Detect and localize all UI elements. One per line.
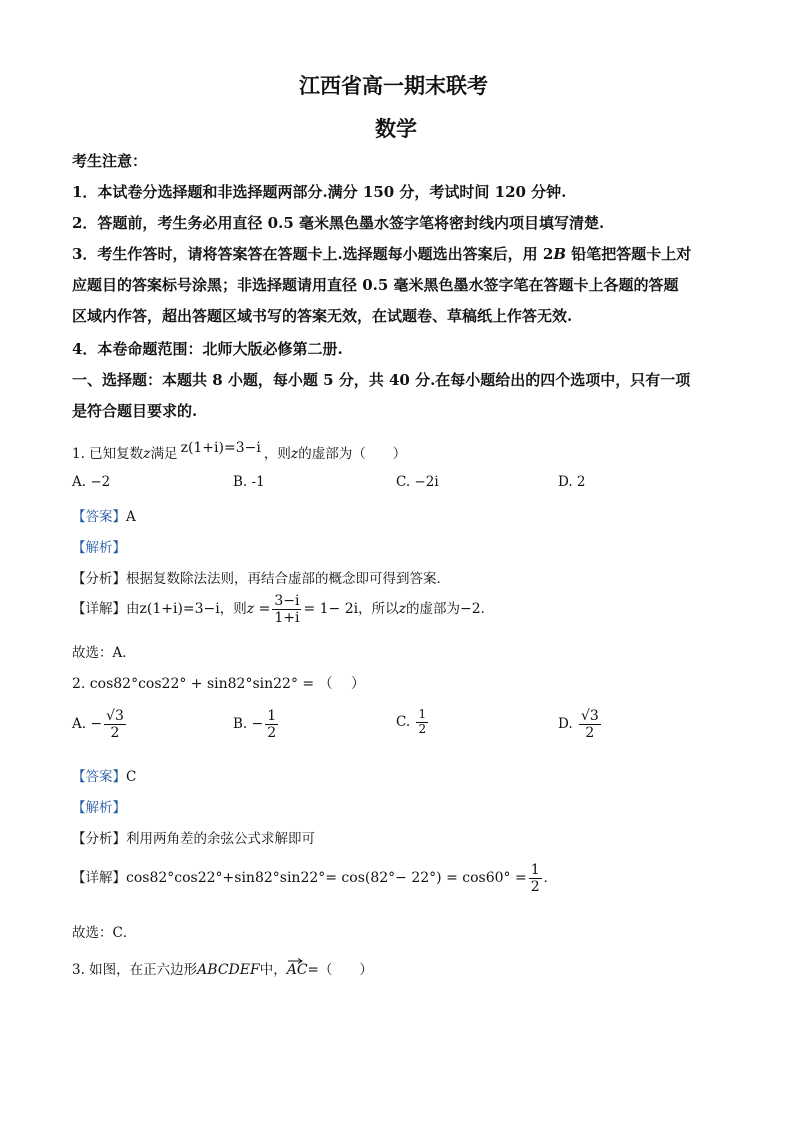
q3-text-1: 3. 如图，在正六边形 [72, 962, 198, 978]
q2-detail-expression: cos82°cos22°+sin82°sin22°= cos(82°− 22°) = cos60° = [126, 870, 527, 887]
q3-hexagon-label: ABCDEF [197, 962, 260, 978]
q2-option-b[interactable] [233, 708, 280, 741]
q2-answer-tag: 【答案】 [72, 769, 126, 785]
q2-answer [72, 765, 136, 785]
q2-answer-value: C [126, 769, 137, 785]
q1-detail-tag: 【详解】 [72, 601, 126, 618]
q1-option-c[interactable]: C. −2i [396, 474, 439, 490]
notice-heading: 考生注意： [72, 152, 148, 170]
q3-text-3: =（ ） [307, 962, 373, 978]
q2-option-d-label: D. [558, 716, 573, 733]
q2-option-a-fraction [104, 708, 126, 741]
q2-option-b-denominator: 2 [267, 725, 277, 742]
question-1-stem [72, 442, 406, 462]
notice-item-3-line2: 应题目的答案标号涂黑；非选择题请用直径 0.5 毫米黑色墨水签字笔在答题卡上各题的答题 [72, 276, 679, 294]
q1-detail [72, 593, 494, 626]
q3-text-2: 中， [259, 962, 287, 978]
q1-detail-numerator: 3−i [274, 593, 300, 609]
q1-detail-denominator: 1+i [274, 610, 300, 627]
notice-item-3 [72, 243, 691, 264]
section-heading-line2: 是符合题目要求的. [72, 402, 198, 420]
q1-detail-eq: z(1+i)=3−i [139, 601, 220, 618]
notice-item-3-pencil: B [553, 245, 567, 263]
q2-detail-denominator: 2 [530, 879, 540, 896]
q1-var-z: z [143, 446, 151, 462]
q1-detail-lhs: z = [246, 601, 271, 618]
q2-analysis-tag: 【解析】 [72, 800, 126, 816]
q2-option-d-numerator: √3 [580, 708, 599, 724]
q2-option-a[interactable] [72, 708, 128, 741]
q1-detail-text-3: ，所以 [358, 601, 399, 618]
q1-detail-text-5: ． [480, 601, 495, 618]
q2-detail-numerator: 1 [530, 862, 540, 878]
question-2-stem: 2. cos82°cos22° + sin82°sin22° = （ ） [72, 676, 366, 692]
q2-option-c[interactable] [396, 708, 430, 737]
q1-fenxi-text: 根据复数除法法则，再结合虚部的概念即可得到答案． [126, 571, 450, 587]
q1-text-2: 满足 [150, 446, 178, 462]
section-heading: 一、选择题：本题共 8 小题，每小题 5 分，共 40 分.在每小题给出的四个选项中，只有一项 [72, 371, 691, 389]
q1-answer-tag: 【答案】 [72, 509, 126, 525]
q1-detail-fraction [272, 593, 301, 626]
q2-option-c-label: C. [396, 713, 411, 730]
q1-text-3: ，则 [263, 446, 291, 462]
q2-option-a-denominator: 2 [110, 725, 120, 742]
q1-fenxi [72, 567, 450, 587]
q2-choose: 故选：C． [72, 925, 137, 941]
q2-option-c-fraction [416, 708, 428, 737]
q2-fenxi [72, 827, 315, 847]
q1-text-1: 1. 已知复数 [72, 446, 144, 462]
q1-detail-text-4: 的虚部为 [406, 601, 460, 618]
q2-option-d-denominator: 2 [585, 725, 595, 742]
q2-detail [72, 862, 557, 895]
q2-detail-tag: 【详解】 [72, 870, 126, 887]
q1-answer-value: A [126, 509, 136, 525]
q1-answer [72, 505, 136, 525]
q1-detail-rhs: = 1− 2i [303, 601, 359, 618]
q2-option-a-label: A. [72, 716, 87, 733]
q2-option-c-numerator: 1 [418, 707, 427, 721]
q2-option-b-fraction [265, 708, 278, 741]
q1-equation: z(1+i)=3−i [180, 440, 261, 456]
q3-vector [287, 962, 308, 978]
q1-fenxi-tag: 【分析】 [72, 571, 126, 587]
q2-option-b-sign: − [251, 716, 264, 733]
q1-detail-text-1: 由 [126, 601, 140, 618]
q2-detail-fraction [529, 862, 542, 895]
notice-item-4: 4．本卷命题范围：北师大版必修第二册. [72, 340, 343, 358]
q1-option-b[interactable]: B. -1 [233, 474, 265, 490]
q2-option-b-label: B. [233, 716, 248, 733]
exam-title: 江西省高一期末联考 [299, 74, 488, 98]
q1-analysis-tag: 【解析】 [72, 540, 126, 556]
notice-item-3-part2: 铅笔把答题卡上对 [566, 245, 692, 263]
q2-detail-end: ． [543, 870, 558, 887]
q2-option-a-sign: − [90, 716, 103, 733]
q1-detail-value: −2 [460, 601, 481, 618]
q1-option-d[interactable]: D. 2 [558, 474, 586, 490]
q2-fenxi-tag: 【分析】 [72, 831, 126, 847]
notice-item-1: 1．本试卷分选择题和非选择题两部分.满分 150 分，考试时间 120 分钟. [72, 183, 567, 201]
notice-item-3-part1: 3．考生作答时，请将答案答在答题卡上.选择题每小题选出答案后，用 2 [72, 245, 554, 263]
q3-vector-label: AC [286, 962, 308, 978]
question-3-stem [72, 958, 373, 978]
q2-option-b-numerator: 1 [267, 708, 277, 724]
q1-text-4: 的虚部为（ ） [298, 446, 407, 462]
notice-item-2: 2．答题前，考生务必用直径 0.5 毫米黑色墨水签字笔将密封线内项目填写清楚. [72, 214, 605, 232]
q1-var-z-2: z [290, 446, 299, 462]
q2-option-a-numerator: √3 [106, 708, 124, 724]
q1-option-a[interactable]: A. −2 [72, 474, 111, 490]
q2-option-d[interactable] [558, 708, 603, 741]
q1-detail-var-z: z [398, 601, 406, 618]
q2-option-d-fraction [579, 708, 601, 741]
vector-arrow-icon [288, 958, 304, 964]
q1-choose: 故选：A． [72, 645, 136, 661]
subject-title: 数学 [375, 117, 417, 141]
notice-item-3-line3: 区域内作答，超出答题区域书写的答案无效，在试题卷、草稿纸上作答无效. [72, 307, 573, 325]
q2-option-c-denominator: 2 [418, 721, 427, 736]
q1-detail-text-2: ，则 [219, 601, 247, 618]
q2-fenxi-text: 利用两角差的余弦公式求解即可 [126, 831, 315, 847]
